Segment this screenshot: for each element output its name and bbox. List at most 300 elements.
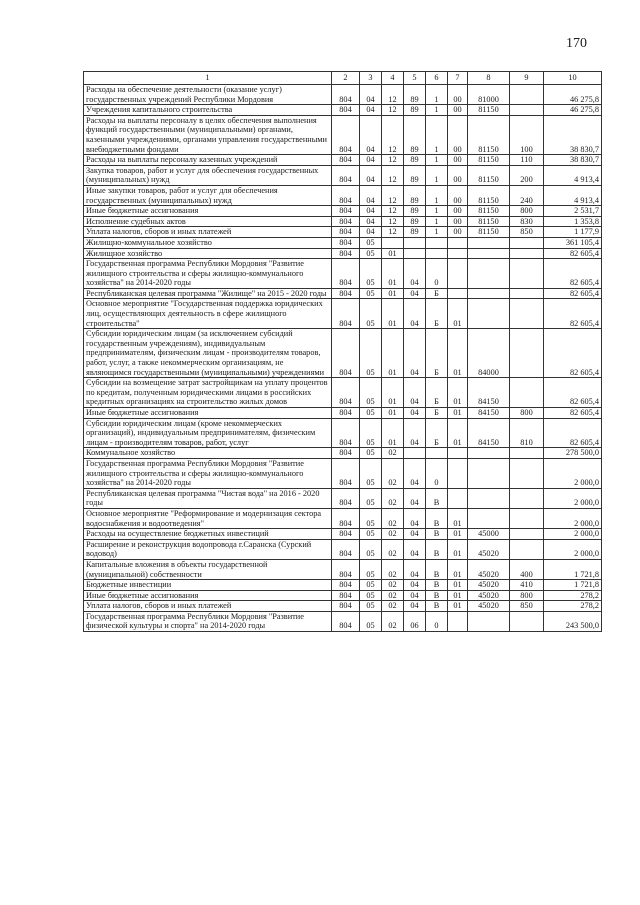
direction-cell: 84150 (468, 418, 510, 448)
expense-type-cell (510, 508, 544, 528)
direction-cell: 81000 (468, 85, 510, 105)
subsection-cell: 12 (382, 185, 404, 205)
subprogram-cell: 1 (426, 105, 448, 116)
ved-code-cell: 804 (332, 448, 360, 459)
expense-type-cell: 810 (510, 418, 544, 448)
subprogram-cell: В (426, 529, 448, 540)
program-cell: 04 (404, 299, 426, 329)
amount-cell: 243 500,0 (544, 611, 602, 631)
row-name-cell: Расходы на осуществление бюджетных инвестиций (84, 529, 332, 540)
event-cell: 01 (448, 408, 468, 419)
direction-cell (468, 248, 510, 259)
direction-cell: 81150 (468, 206, 510, 217)
subprogram-cell: 0 (426, 259, 448, 289)
expense-type-cell (510, 611, 544, 631)
subprogram-cell: В (426, 580, 448, 591)
subprogram-cell: 1 (426, 227, 448, 238)
event-cell (448, 237, 468, 248)
row-name-cell: Уплата налогов, сборов и иных платежей (84, 227, 332, 238)
section-cell: 05 (360, 539, 382, 559)
row-name-cell: Основное мероприятие "Государственная поддержка юридических лиц, осуществляющих деятельность в сфере жилищного строительства" (84, 299, 332, 329)
event-cell: 00 (448, 185, 468, 205)
direction-cell (468, 299, 510, 329)
column-header: 8 (468, 72, 510, 85)
subprogram-cell: В (426, 559, 448, 579)
program-cell: 04 (404, 259, 426, 289)
section-cell: 04 (360, 206, 382, 217)
amount-cell: 82 605,4 (544, 248, 602, 259)
program-cell: 04 (404, 508, 426, 528)
ved-code-cell: 804 (332, 508, 360, 528)
table-row (84, 559, 602, 579)
amount-cell: 4 913,4 (544, 185, 602, 205)
subprogram-cell: 1 (426, 206, 448, 217)
expense-type-cell: 410 (510, 580, 544, 591)
subprogram-cell: Б (426, 418, 448, 448)
column-header: 10 (544, 72, 602, 85)
amount-cell: 82 605,4 (544, 408, 602, 419)
section-cell: 05 (360, 378, 382, 408)
ved-code-cell: 804 (332, 227, 360, 238)
event-cell (448, 611, 468, 631)
subsection-cell: 01 (382, 418, 404, 448)
section-cell: 05 (360, 611, 382, 631)
subprogram-cell: Б (426, 378, 448, 408)
amount-cell: 82 605,4 (544, 418, 602, 448)
amount-cell: 2 000,0 (544, 488, 602, 508)
direction-cell: 81150 (468, 105, 510, 116)
section-cell: 04 (360, 155, 382, 166)
subsection-cell: 02 (382, 508, 404, 528)
subsection-cell: 12 (382, 115, 404, 154)
direction-cell: 81150 (468, 155, 510, 166)
row-name-cell: Субсидии на возмещение затрат застройщикам на уплату процентов по кредитам, полученным юридическими лицами в российских кредитных организациях на строительство жилых домов (84, 378, 332, 408)
budget-table (83, 71, 602, 632)
direction-cell: 45020 (468, 580, 510, 591)
row-name-cell: Жилищно-коммунальное хозяйство (84, 237, 332, 248)
table-header-row (84, 72, 602, 85)
event-cell (448, 248, 468, 259)
subprogram-cell: 1 (426, 216, 448, 227)
row-name-cell: Государственная программа Республики Мордовия "Развитие жилищного строительства и сферы жилищно-коммунального хозяйства" на 2014-2020 годы (84, 259, 332, 289)
expense-type-cell: 830 (510, 216, 544, 227)
ved-code-cell: 804 (332, 155, 360, 166)
event-cell: 01 (448, 299, 468, 329)
ved-code-cell: 804 (332, 611, 360, 631)
ved-code-cell: 804 (332, 329, 360, 378)
section-cell: 05 (360, 529, 382, 540)
event-cell (448, 448, 468, 459)
subprogram-cell: В (426, 508, 448, 528)
event-cell: 01 (448, 378, 468, 408)
page-number: 170 (566, 36, 587, 51)
ved-code-cell: 804 (332, 105, 360, 116)
amount-cell: 82 605,4 (544, 259, 602, 289)
expense-type-cell: 800 (510, 408, 544, 419)
row-name-cell: Расширение и реконструкция водопровода г.Саранска (Сурский водовод) (84, 539, 332, 559)
event-cell: 00 (448, 155, 468, 166)
ved-code-cell: 804 (332, 299, 360, 329)
subsection-cell: 12 (382, 165, 404, 185)
direction-cell: 45020 (468, 559, 510, 579)
ved-code-cell: 804 (332, 488, 360, 508)
ved-code-cell: 804 (332, 529, 360, 540)
subsection-cell: 02 (382, 458, 404, 488)
table-row (84, 155, 602, 166)
program-cell: 04 (404, 488, 426, 508)
program-cell: 04 (404, 378, 426, 408)
section-cell: 05 (360, 448, 382, 459)
amount-cell: 2 000,0 (544, 539, 602, 559)
ved-code-cell: 804 (332, 259, 360, 289)
event-cell (448, 259, 468, 289)
subprogram-cell: Б (426, 329, 448, 378)
direction-cell (468, 259, 510, 289)
table-row (84, 248, 602, 259)
row-name-cell: Жилищное хозяйство (84, 248, 332, 259)
ved-code-cell: 804 (332, 115, 360, 154)
row-name-cell: Государственная программа Республики Мордовия "Развитие физической культуры и спорта" на 2014-2020 годы (84, 611, 332, 631)
section-cell: 05 (360, 248, 382, 259)
subprogram-cell (426, 237, 448, 248)
section-cell: 04 (360, 115, 382, 154)
row-name-cell: Расходы на выплаты персоналу казенных учреждений (84, 155, 332, 166)
ved-code-cell: 804 (332, 85, 360, 105)
subsection-cell: 02 (382, 488, 404, 508)
table-row (84, 115, 602, 154)
row-name-cell: Коммунальное хозяйство (84, 448, 332, 459)
amount-cell: 1 353,8 (544, 216, 602, 227)
program-cell: 04 (404, 529, 426, 540)
amount-cell: 2 000,0 (544, 529, 602, 540)
expense-type-cell (510, 248, 544, 259)
amount-cell: 46 275,8 (544, 85, 602, 105)
program-cell: 04 (404, 458, 426, 488)
amount-cell: 2 000,0 (544, 508, 602, 528)
expense-type-cell (510, 85, 544, 105)
program-cell (404, 448, 426, 459)
table-row (84, 611, 602, 631)
table-row (84, 408, 602, 419)
expense-type-cell (510, 448, 544, 459)
section-cell: 05 (360, 259, 382, 289)
amount-cell: 2 531,7 (544, 206, 602, 217)
amount-cell: 82 605,4 (544, 299, 602, 329)
section-cell: 05 (360, 299, 382, 329)
amount-cell: 38 830,7 (544, 155, 602, 166)
column-header: 5 (404, 72, 426, 85)
row-name-cell: Капитальные вложения в объекты государственной (муниципальной) собственности (84, 559, 332, 579)
expense-type-cell: 850 (510, 601, 544, 612)
row-name-cell: Основное мероприятие "Реформирование и модернизация сектора водоснабжения и водоотведения" (84, 508, 332, 528)
ved-code-cell: 804 (332, 559, 360, 579)
event-cell: 01 (448, 529, 468, 540)
program-cell (404, 237, 426, 248)
program-cell: 04 (404, 288, 426, 299)
direction-cell: 81150 (468, 165, 510, 185)
direction-cell: 45020 (468, 539, 510, 559)
subsection-cell: 02 (382, 601, 404, 612)
table-body (84, 85, 602, 632)
table-row (84, 185, 602, 205)
row-name-cell: Субсидии юридическим лицам (кроме некоммерческих организаций), индивидуальным предпринимателям, физическим лицам - производителям товаров, работ, услуг (84, 418, 332, 448)
table-row (84, 539, 602, 559)
amount-cell: 361 105,4 (544, 237, 602, 248)
program-cell: 04 (404, 601, 426, 612)
subsection-cell: 12 (382, 206, 404, 217)
event-cell (448, 458, 468, 488)
ved-code-cell: 804 (332, 408, 360, 419)
table-row (84, 508, 602, 528)
column-header: 6 (426, 72, 448, 85)
section-cell: 04 (360, 216, 382, 227)
expense-type-cell: 400 (510, 559, 544, 579)
program-cell (404, 248, 426, 259)
subsection-cell: 02 (382, 580, 404, 591)
table-row (84, 288, 602, 299)
subsection-cell: 02 (382, 590, 404, 601)
direction-cell: 84000 (468, 329, 510, 378)
expense-type-cell (510, 488, 544, 508)
section-cell: 04 (360, 165, 382, 185)
direction-cell (468, 448, 510, 459)
subsection-cell: 01 (382, 259, 404, 289)
subprogram-cell: Б (426, 299, 448, 329)
section-cell: 04 (360, 185, 382, 205)
column-header: 1 (84, 72, 332, 85)
subsection-cell: 02 (382, 539, 404, 559)
direction-cell (468, 237, 510, 248)
subprogram-cell: 1 (426, 85, 448, 105)
table-row (84, 529, 602, 540)
amount-cell: 2 000,0 (544, 458, 602, 488)
event-cell: 01 (448, 559, 468, 579)
subsection-cell: 12 (382, 105, 404, 116)
subsection-cell: 02 (382, 611, 404, 631)
table-row (84, 165, 602, 185)
row-name-cell: Бюджетные инвестиции (84, 580, 332, 591)
row-name-cell: Закупка товаров, работ и услуг для обеспечения государственных (муниципальных) нужд (84, 165, 332, 185)
section-cell: 05 (360, 580, 382, 591)
section-cell: 05 (360, 237, 382, 248)
amount-cell: 278 500,0 (544, 448, 602, 459)
program-cell: 89 (404, 216, 426, 227)
table-row (84, 227, 602, 238)
direction-cell: 81150 (468, 227, 510, 238)
subsection-cell: 12 (382, 227, 404, 238)
row-name-cell: Учреждения капитального строительства (84, 105, 332, 116)
expense-type-cell: 800 (510, 590, 544, 601)
expense-type-cell: 800 (510, 206, 544, 217)
event-cell: 00 (448, 105, 468, 116)
subsection-cell: 01 (382, 408, 404, 419)
subsection-cell: 02 (382, 529, 404, 540)
event-cell: 01 (448, 601, 468, 612)
section-cell: 05 (360, 601, 382, 612)
program-cell: 04 (404, 539, 426, 559)
event-cell (448, 488, 468, 508)
subprogram-cell: Б (426, 408, 448, 419)
subprogram-cell: Б (426, 288, 448, 299)
row-name-cell: Иные бюджетные ассигнования (84, 408, 332, 419)
column-header: 2 (332, 72, 360, 85)
direction-cell: 84150 (468, 378, 510, 408)
event-cell: 00 (448, 227, 468, 238)
subsection-cell: 01 (382, 248, 404, 259)
ved-code-cell: 804 (332, 539, 360, 559)
event-cell: 00 (448, 85, 468, 105)
event-cell (448, 288, 468, 299)
subsection-cell: 02 (382, 448, 404, 459)
table-row (84, 259, 602, 289)
section-cell: 04 (360, 227, 382, 238)
ved-code-cell: 804 (332, 237, 360, 248)
subsection-cell: 01 (382, 329, 404, 378)
subprogram-cell: 1 (426, 155, 448, 166)
ved-code-cell: 804 (332, 601, 360, 612)
expense-type-cell (510, 237, 544, 248)
event-cell: 01 (448, 508, 468, 528)
program-cell: 06 (404, 611, 426, 631)
expense-type-cell: 100 (510, 115, 544, 154)
ved-code-cell: 804 (332, 458, 360, 488)
table-row (84, 329, 602, 378)
ved-code-cell: 804 (332, 248, 360, 259)
amount-cell: 278,2 (544, 590, 602, 601)
event-cell: 01 (448, 418, 468, 448)
column-header: 3 (360, 72, 382, 85)
subprogram-cell: 0 (426, 458, 448, 488)
subprogram-cell: В (426, 539, 448, 559)
event-cell: 00 (448, 216, 468, 227)
table-row (84, 378, 602, 408)
program-cell: 89 (404, 185, 426, 205)
direction-cell: 81150 (468, 216, 510, 227)
row-name-cell: Уплата налогов, сборов и иных платежей (84, 601, 332, 612)
amount-cell: 1 177,9 (544, 227, 602, 238)
program-cell: 89 (404, 105, 426, 116)
amount-cell: 4 913,4 (544, 165, 602, 185)
column-header: 4 (382, 72, 404, 85)
subsection-cell: 12 (382, 155, 404, 166)
row-name-cell: Расходы на обеспечение деятельности (оказание услуг) государственных учреждений Республики Мордовия (84, 85, 332, 105)
subprogram-cell (426, 248, 448, 259)
subprogram-cell: 1 (426, 185, 448, 205)
expense-type-cell: 850 (510, 227, 544, 238)
row-name-cell: Иные бюджетные ассигнования (84, 590, 332, 601)
table-row (84, 105, 602, 116)
program-cell: 89 (404, 227, 426, 238)
section-cell: 05 (360, 418, 382, 448)
expense-type-cell: 110 (510, 155, 544, 166)
event-cell: 01 (448, 539, 468, 559)
program-cell: 89 (404, 155, 426, 166)
column-header: 9 (510, 72, 544, 85)
amount-cell: 82 605,4 (544, 329, 602, 378)
program-cell: 89 (404, 206, 426, 217)
table-row (84, 299, 602, 329)
expense-type-cell (510, 288, 544, 299)
direction-cell (468, 488, 510, 508)
table-row (84, 216, 602, 227)
amount-cell: 46 275,8 (544, 105, 602, 116)
ved-code-cell: 804 (332, 288, 360, 299)
program-cell: 04 (404, 580, 426, 591)
program-cell: 04 (404, 559, 426, 579)
direction-cell: 45020 (468, 590, 510, 601)
expense-type-cell (510, 458, 544, 488)
event-cell: 00 (448, 165, 468, 185)
amount-cell: 1 721,8 (544, 559, 602, 579)
ved-code-cell: 804 (332, 378, 360, 408)
table-row (84, 418, 602, 448)
table-row (84, 488, 602, 508)
row-name-cell: Субсидии юридическим лицам (за исключением субсидий государственным учреждениям), индивидуальным предпринимателям, физическим лицам - производителям товаров, работ, услуг, а также некоммерческим организациям, не являющимся государственными (муниципальными) учреждениями (84, 329, 332, 378)
amount-cell: 82 605,4 (544, 288, 602, 299)
table-row (84, 590, 602, 601)
section-cell: 05 (360, 458, 382, 488)
section-cell: 05 (360, 488, 382, 508)
direction-cell: 81150 (468, 115, 510, 154)
subprogram-cell: В (426, 488, 448, 508)
ved-code-cell: 804 (332, 580, 360, 591)
subprogram-cell: В (426, 590, 448, 601)
section-cell: 05 (360, 508, 382, 528)
section-cell: 05 (360, 329, 382, 378)
expense-type-cell (510, 299, 544, 329)
section-cell: 05 (360, 288, 382, 299)
direction-cell: 81150 (468, 185, 510, 205)
subprogram-cell (426, 448, 448, 459)
event-cell: 01 (448, 580, 468, 591)
amount-cell: 278,2 (544, 601, 602, 612)
section-cell: 05 (360, 408, 382, 419)
subsection-cell (382, 237, 404, 248)
subsection-cell: 12 (382, 216, 404, 227)
event-cell: 01 (448, 590, 468, 601)
row-name-cell: Расходы на выплаты персоналу в целях обеспечения выполнения функций государственными (муниципальными) органами, казенными учреждениями, органами управления государственными внебюджетными фондами (84, 115, 332, 154)
row-name-cell: Иные бюджетные ассигнования (84, 206, 332, 217)
subprogram-cell: 1 (426, 115, 448, 154)
program-cell: 04 (404, 408, 426, 419)
subsection-cell: 01 (382, 288, 404, 299)
amount-cell: 82 605,4 (544, 378, 602, 408)
direction-cell (468, 508, 510, 528)
direction-cell (468, 611, 510, 631)
ved-code-cell: 804 (332, 590, 360, 601)
ved-code-cell: 804 (332, 185, 360, 205)
subprogram-cell: 0 (426, 611, 448, 631)
table-row (84, 85, 602, 105)
program-cell: 89 (404, 165, 426, 185)
expense-type-cell (510, 105, 544, 116)
direction-cell: 45020 (468, 601, 510, 612)
table-row (84, 601, 602, 612)
table-row (84, 448, 602, 459)
amount-cell: 38 830,7 (544, 115, 602, 154)
subsection-cell: 01 (382, 299, 404, 329)
expense-type-cell (510, 259, 544, 289)
section-cell: 05 (360, 559, 382, 579)
expense-type-cell: 240 (510, 185, 544, 205)
section-cell: 04 (360, 105, 382, 116)
column-header: 7 (448, 72, 468, 85)
subsection-cell: 12 (382, 85, 404, 105)
table-row (84, 206, 602, 217)
expense-type-cell (510, 329, 544, 378)
expense-type-cell: 200 (510, 165, 544, 185)
program-cell: 89 (404, 115, 426, 154)
